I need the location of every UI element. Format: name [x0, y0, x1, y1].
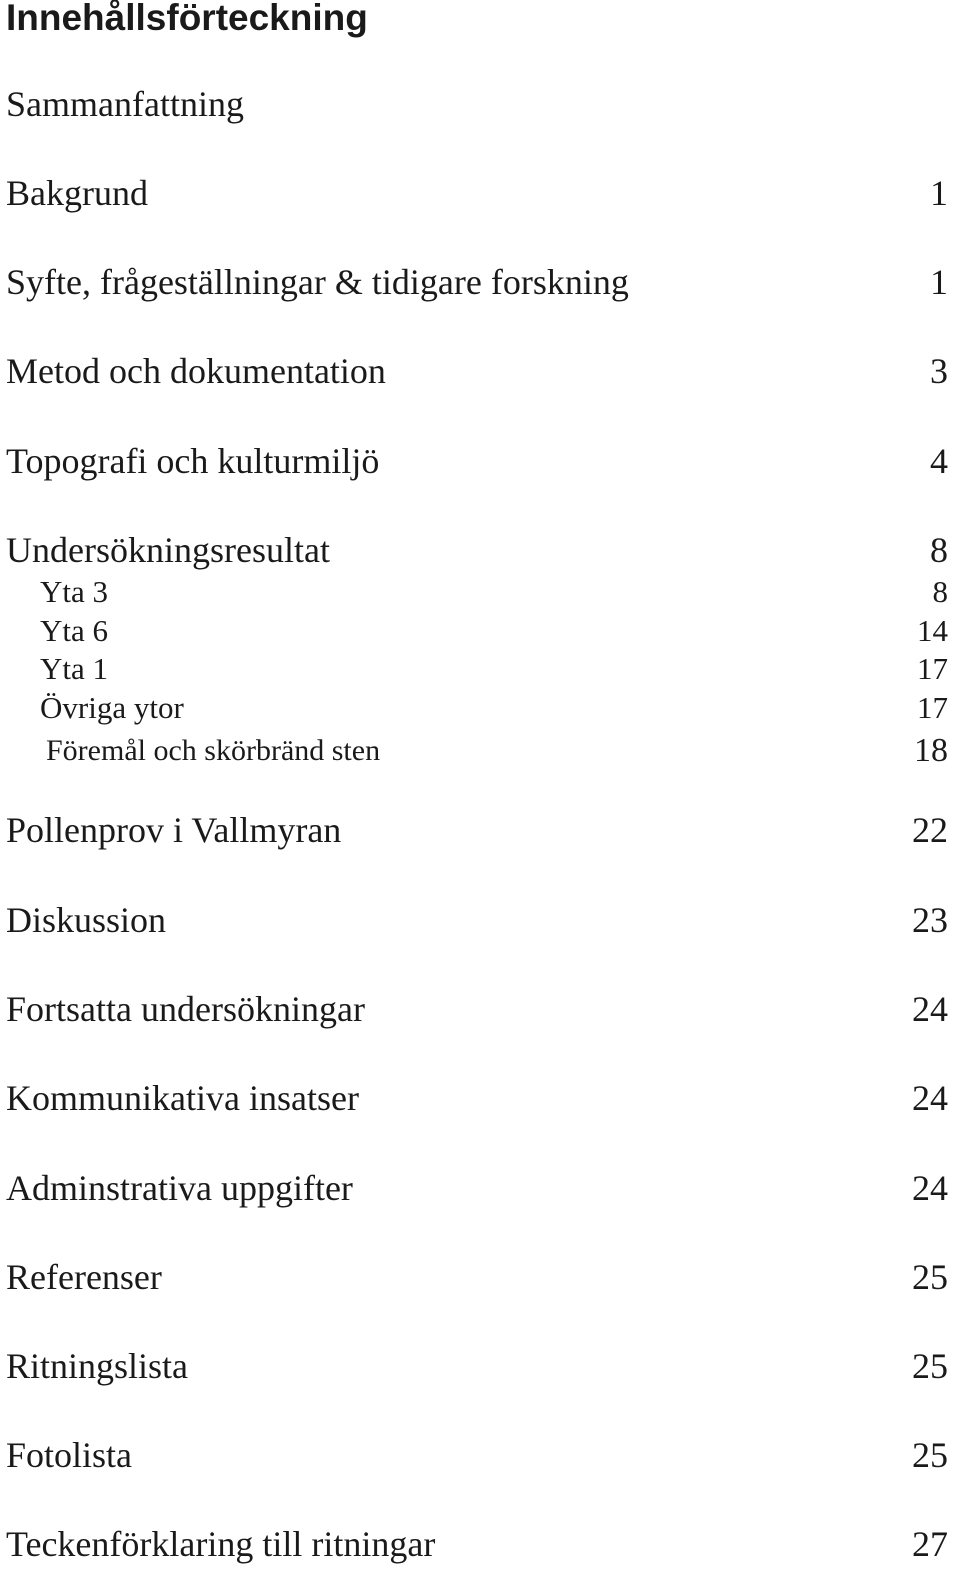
toc-entry-label: Föremål och skörbränd sten	[46, 734, 381, 767]
toc-entry-page: 25	[912, 1346, 948, 1386]
toc-entry-page: 24	[912, 1168, 948, 1208]
page-title: Innehållsförteckning	[6, 0, 368, 38]
toc-entry-label: Fortsatta undersökningar	[6, 989, 365, 1029]
toc-entry-metod[interactable]	[0, 349, 960, 393]
toc-entry-page: 4	[930, 441, 948, 481]
toc-entry-label: Övriga ytor	[40, 690, 184, 725]
toc-entry-page: 3	[930, 351, 948, 391]
toc-entry-referenser[interactable]	[0, 1255, 960, 1299]
toc-entry-page: 27	[912, 1524, 948, 1564]
toc-entry-ritningslista[interactable]	[0, 1344, 960, 1388]
toc-entry-fotolista[interactable]	[0, 1433, 960, 1477]
toc-subentry-ovriga-ytor[interactable]	[0, 684, 960, 728]
toc-entry-label: Diskussion	[6, 900, 167, 940]
toc-entry-label: Topografi och kulturmiljö	[6, 441, 380, 481]
toc-entry-page: 8	[930, 530, 948, 570]
toc-entry-label: Syfte, frågeställningar & tidigare forskning	[6, 262, 629, 302]
toc-entry-label: Pollenprov i Vallmyran	[6, 810, 342, 850]
toc-entry-kommunikativa[interactable]	[0, 1076, 960, 1120]
toc-entry-label: Ritningslista	[6, 1346, 189, 1386]
toc-entry-page: 1	[930, 262, 948, 302]
toc-entry-page: 25	[912, 1257, 948, 1297]
toc-entry-bakgrund[interactable]	[0, 171, 960, 215]
toc-entry-teckenforklaring[interactable]	[0, 1522, 960, 1566]
toc-entry-page: 1	[930, 173, 948, 213]
toc-entry-label: Fotolista	[6, 1435, 133, 1475]
toc-entry-page: 14	[917, 613, 948, 648]
toc-entry-fortsatta[interactable]	[0, 987, 960, 1031]
toc-entry-page: 24	[912, 989, 948, 1029]
toc-entry-label: Adminstrativa uppgifter	[6, 1168, 353, 1208]
toc-entry-page: 24	[912, 1078, 948, 1118]
toc-subentry-yta-3[interactable]	[0, 568, 960, 612]
toc-entry-sammanfattning[interactable]	[0, 82, 960, 126]
toc-entry-page: 22	[912, 810, 948, 850]
toc-entry-label: Teckenförklaring till ritningar	[6, 1524, 436, 1564]
toc-subentry-foremal[interactable]	[0, 727, 960, 771]
toc-entry-label: Undersökningsresultat	[6, 530, 330, 570]
toc-entry-administrativa[interactable]	[0, 1166, 960, 1210]
toc-entry-topografi[interactable]	[0, 439, 960, 483]
toc-entry-label: Metod och dokumentation	[6, 351, 386, 391]
toc-entry-label: Yta 3	[40, 574, 109, 609]
toc-entry-page: 17	[917, 690, 948, 725]
toc-entry-label: Kommunikativa insatser	[6, 1078, 359, 1118]
toc-entry-page: 8	[932, 574, 948, 609]
toc-entry-page: 23	[912, 900, 948, 940]
toc-subentry-yta-1[interactable]	[0, 645, 960, 689]
toc-entry-label: Referenser	[6, 1257, 162, 1297]
toc-entry-undersokningsresultat[interactable]	[0, 528, 960, 572]
toc-entry-diskussion[interactable]	[0, 898, 960, 942]
toc-entry-label: Yta 1	[40, 651, 109, 686]
toc-entry-label: Sammanfattning	[6, 84, 244, 124]
toc-entry-page: 25	[912, 1435, 948, 1475]
toc-entry-label: Bakgrund	[6, 173, 148, 213]
toc-entry-label: Yta 6	[40, 613, 109, 648]
toc-entry-syfte[interactable]	[0, 260, 960, 304]
toc-entry-pollenprov[interactable]	[0, 808, 960, 852]
toc-entry-page: 17	[917, 651, 948, 686]
toc-entry-page: 18	[914, 732, 948, 769]
